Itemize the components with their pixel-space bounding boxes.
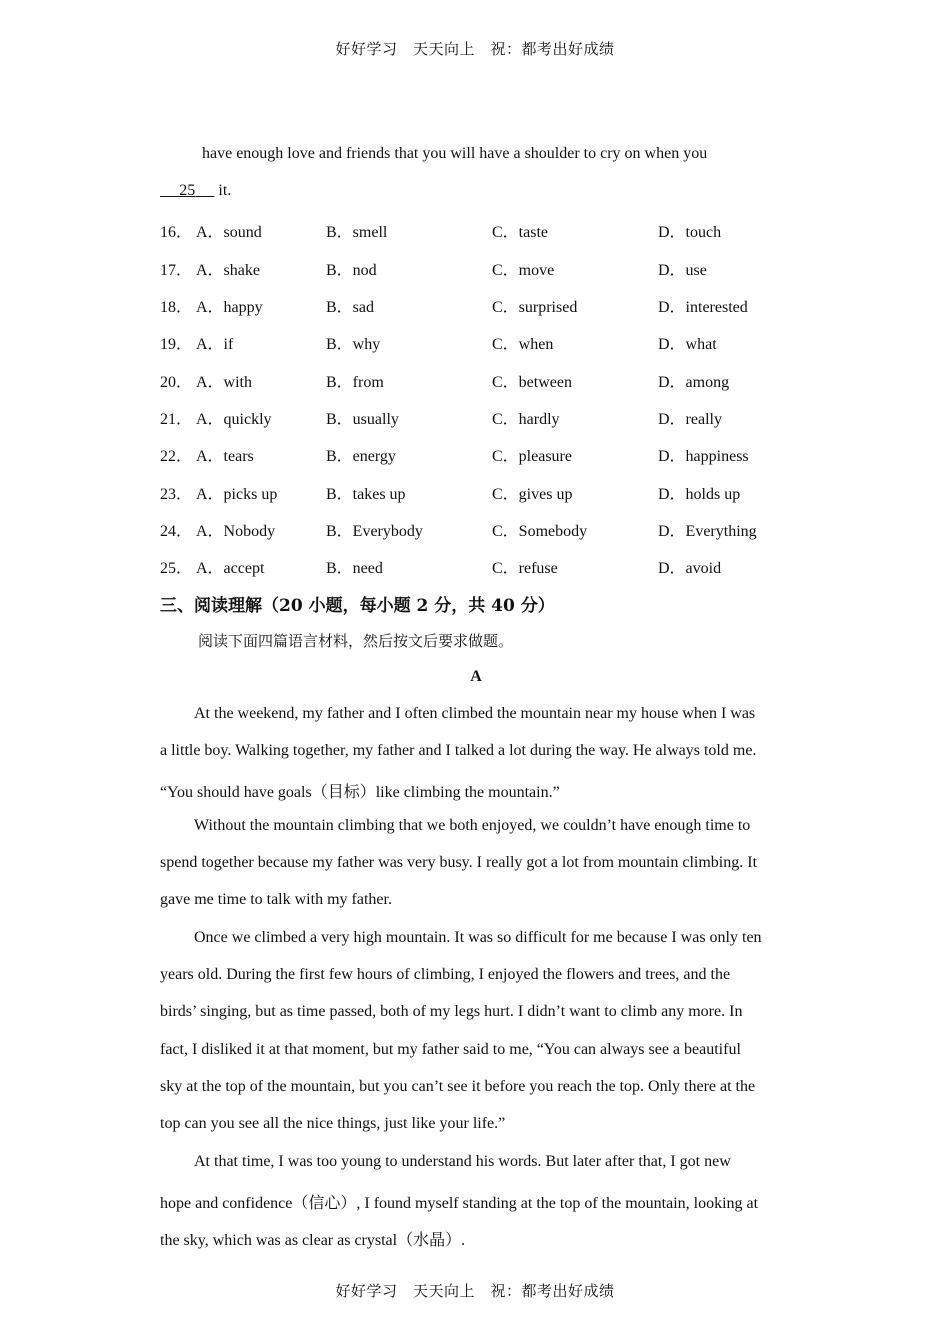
option-d: D．holds up bbox=[658, 486, 741, 503]
option-a: A．shake bbox=[196, 262, 260, 279]
passage-line: At the weekend, my father and I often climbed the mountain near my house when I was bbox=[194, 705, 756, 722]
passage-line: fact, I disliked it at that moment, but my father said to me, “You can always see a beautiful bbox=[160, 1041, 741, 1058]
option-c: C．pleasure bbox=[492, 448, 572, 465]
passage-line: Without the mountain climbing that we both enjoyed, we couldn’t have enough time to bbox=[194, 817, 751, 834]
cloze-line-2-rest: it. bbox=[214, 182, 232, 199]
passage-line: spend together because my father was very busy. I really got a lot from mountain climbing. It bbox=[160, 854, 758, 871]
option-b: B．nod bbox=[326, 262, 377, 279]
option-d: D．interested bbox=[658, 299, 748, 316]
question-22 bbox=[160, 443, 792, 465]
question-number: 22． bbox=[160, 448, 193, 465]
option-b: B．usually bbox=[326, 411, 399, 428]
option-b: B．need bbox=[326, 560, 383, 577]
option-d: D．avoid bbox=[658, 560, 722, 577]
option-b: B．from bbox=[326, 374, 384, 391]
option-c: C．gives up bbox=[492, 486, 573, 503]
option-c: C．move bbox=[492, 262, 555, 279]
question-number: 18． bbox=[160, 299, 193, 316]
question-number: 16． bbox=[160, 224, 193, 241]
page-header: 好好学习 天天向上 祝：都考出好成绩 bbox=[335, 40, 615, 58]
question-20 bbox=[160, 369, 792, 391]
cloze-line-1: have enough love and friends that you will have a shoulder to cry on when you bbox=[202, 145, 708, 162]
question-21 bbox=[160, 406, 792, 428]
page-footer: 好好学习 天天向上 祝：都考出好成绩 bbox=[335, 1282, 615, 1300]
option-b: B．why bbox=[326, 336, 381, 353]
passage-line: years old. During the first few hours of climbing, I enjoyed the flowers and trees, and the bbox=[160, 966, 731, 983]
option-a: A．tears bbox=[196, 448, 254, 465]
option-c: C．hardly bbox=[492, 411, 560, 428]
passage-title: A bbox=[470, 668, 482, 685]
question-23 bbox=[160, 481, 792, 503]
option-a: A．quickly bbox=[196, 411, 272, 428]
option-a: A．with bbox=[196, 374, 253, 391]
question-number: 20． bbox=[160, 374, 193, 391]
question-17 bbox=[160, 257, 792, 279]
question-19 bbox=[160, 331, 792, 353]
cloze-line-2 bbox=[160, 182, 231, 200]
question-number: 23． bbox=[160, 486, 193, 503]
option-a: A．if bbox=[196, 336, 234, 353]
option-d: D．really bbox=[658, 411, 722, 428]
option-c: C．when bbox=[492, 336, 554, 353]
option-d: D．happiness bbox=[658, 448, 749, 465]
option-b: B．Everybody bbox=[326, 523, 423, 540]
section-instruction: 阅读下面四篇语言材料，然后按文后要求做题。 bbox=[198, 632, 514, 650]
option-c: C．Somebody bbox=[492, 523, 588, 540]
passage-line: a little boy. Walking together, my father and I talked a lot during the way. He always told me. bbox=[160, 742, 757, 759]
option-a: A．accept bbox=[196, 560, 265, 577]
passage-line: Once we climbed a very high mountain. It was so difficult for me because I was only ten bbox=[194, 929, 762, 946]
question-18 bbox=[160, 294, 792, 316]
question-16 bbox=[160, 219, 792, 241]
question-24 bbox=[160, 518, 792, 540]
question-number: 24． bbox=[160, 523, 193, 540]
passage-line: sky at the top of the mountain, but you can’t see it before you reach the top. Only there at the bbox=[160, 1078, 756, 1095]
option-a: A．happy bbox=[196, 299, 263, 316]
option-a: A．Nobody bbox=[196, 523, 276, 540]
question-number: 25． bbox=[160, 560, 193, 577]
passage-line: gave me time to talk with my father. bbox=[160, 891, 392, 908]
option-d: D．among bbox=[658, 374, 730, 391]
passage-line: top can you see all the nice things, just like your life.” bbox=[160, 1115, 506, 1132]
passage-line: birds’ singing, but as time passed, both of my legs hurt. I didn’t want to climb any more. In bbox=[160, 1003, 743, 1020]
option-b: B．sad bbox=[326, 299, 375, 316]
passage-line: the sky, which was as clear as crystal（水晶）. bbox=[160, 1232, 466, 1249]
option-d: D．use bbox=[658, 262, 707, 279]
question-number: 17． bbox=[160, 262, 193, 279]
option-a: A．sound bbox=[196, 224, 262, 241]
passage-line: “You should have goals（目标）like climbing the mountain.” bbox=[160, 784, 560, 801]
option-b: B．takes up bbox=[326, 486, 406, 503]
question-25 bbox=[160, 555, 792, 577]
option-b: B．energy bbox=[326, 448, 396, 465]
option-d: D．what bbox=[658, 336, 717, 353]
section-title: 三、阅读理解（20 小题，每小题 2 分，共 40 分） bbox=[160, 596, 555, 616]
option-b: B．smell bbox=[326, 224, 388, 241]
option-d: D．touch bbox=[658, 224, 722, 241]
cloze-blank: 25 bbox=[179, 182, 196, 199]
option-c: C．taste bbox=[492, 224, 548, 241]
passage-line: hope and confidence（信心）, I found myself standing at the top of the mountain, looking at bbox=[160, 1195, 759, 1212]
question-number: 21． bbox=[160, 411, 193, 428]
passage-line: At that time, I was too young to understand his words. But later after that, I got new bbox=[194, 1153, 731, 1170]
option-d: D．Everything bbox=[658, 523, 757, 540]
option-c: C．surprised bbox=[492, 299, 578, 316]
option-a: A．picks up bbox=[196, 486, 278, 503]
option-c: C．refuse bbox=[492, 560, 558, 577]
question-number: 19． bbox=[160, 336, 193, 353]
option-c: C．between bbox=[492, 374, 572, 391]
